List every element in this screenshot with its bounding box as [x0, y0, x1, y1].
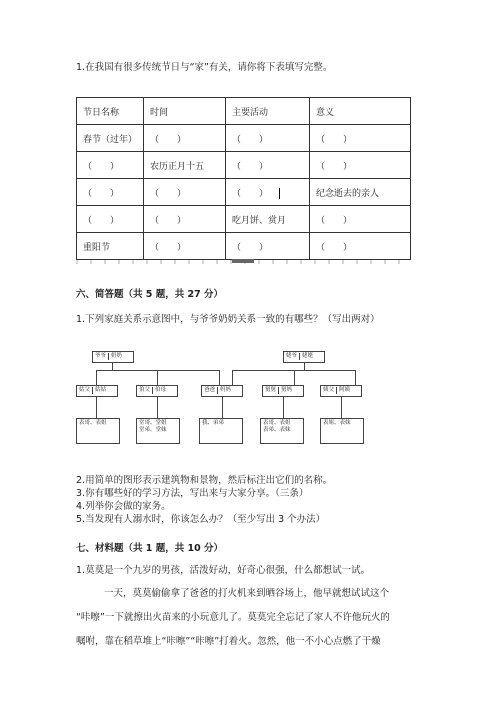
passage-line: “咔嚓”一下就擦出火苗来的小玩意儿了。莫莫完全忘记了家人不许他玩火的: [76, 612, 390, 623]
section-title-short-answer: 六、简答题（共 5 题，共 27 分）: [76, 289, 224, 300]
table-cell: 吃月饼、赏月: [226, 206, 310, 233]
node-grandparents-maternal: 姥爷 姥姥: [283, 351, 325, 363]
question-text: 2.用简单的图形表示建筑物和景物，然后标注出它们的名称。: [76, 475, 333, 486]
header-festival-name: 节日名称: [77, 98, 144, 125]
table-cell: 纪念逝去的亲人: [310, 179, 411, 206]
connector-line: [232, 370, 233, 385]
festival-table: [76, 97, 411, 260]
node-children: 表哥、表姐 表弟、表妹: [260, 418, 304, 444]
connector-line: [341, 397, 342, 418]
scan-artifact: [232, 259, 254, 263]
header-meaning: 意义: [310, 98, 411, 125]
connector-line: [157, 370, 158, 385]
header-activity: 主要活动: [226, 98, 310, 125]
passage-line: 一天，莫莫偷偷拿了爸爸的打火机来到晒谷场上，他早就想试试这个: [104, 588, 390, 599]
question-text: 4.列举你会做的家务。: [76, 501, 171, 512]
answer-blank[interactable]: （ ）: [310, 152, 411, 179]
node-children: 堂哥、堂姐 堂弟、堂妹: [136, 418, 180, 444]
table-row: [77, 206, 411, 233]
answer-blank[interactable]: （ ）: [144, 233, 226, 260]
question-text: 1.下列家庭关系示意图中，与爷爷奶奶关系一致的有哪些？（写出两对）: [76, 314, 380, 325]
connector-line: [96, 370, 97, 385]
connector-line: [157, 397, 158, 418]
question-text: 5.当发现有人溺水时，你该怎么办？（至少写出 3 个办法）: [76, 514, 326, 525]
table-row: [77, 152, 411, 179]
header-time: 时间: [144, 98, 226, 125]
table-row: [77, 125, 411, 152]
node-children: 表哥、表姐: [76, 418, 120, 444]
connector-line: [304, 363, 305, 370]
table-cell: 重阳节: [77, 233, 144, 260]
answer-blank[interactable]: （ ）: [226, 179, 310, 206]
node-children: 我、弟弟: [199, 418, 243, 444]
answer-blank[interactable]: （ ）: [310, 233, 411, 260]
answer-blank[interactable]: （ ）: [144, 179, 226, 206]
answer-blank[interactable]: （ ）: [310, 125, 411, 152]
section-title-material: 七、材料题（共 1 题，共 10 分）: [76, 543, 224, 554]
answer-blank[interactable]: （ ）: [144, 125, 226, 152]
answer-blank[interactable]: （ ）: [77, 179, 144, 206]
connector-line: [112, 363, 113, 370]
answer-blank[interactable]: （ ）: [226, 233, 310, 260]
question-text: 3.你有哪些好的学习方法，写出来与大家分享。（三条）: [76, 488, 309, 499]
node-parents-couple: 爸爸 妈妈: [201, 385, 243, 397]
passage-line: 嘱咐，靠在稻草堆上“咔嚓”“咔嚓”打着火。忽然，他一不小心点燃了干燥: [76, 636, 381, 647]
connector-line: [294, 370, 295, 385]
connector-line: [219, 370, 220, 385]
table-cell: 农历正月十五: [144, 152, 226, 179]
question-text: 1.莫莫是一个九岁的男孩，活泼好动，好奇心很强，什么都想试一试。: [76, 565, 371, 576]
connector-line: [96, 370, 220, 371]
answer-blank[interactable]: （ ）: [226, 125, 310, 152]
connector-line: [222, 397, 223, 418]
connector-line: [283, 397, 284, 418]
answer-blank[interactable]: （ ）: [226, 152, 310, 179]
table-row: [77, 179, 411, 206]
text-cursor-icon: [279, 188, 280, 199]
table-cell: 春节（过年）: [77, 125, 144, 152]
node-grandparents-paternal: 爷爷 奶奶: [92, 351, 134, 363]
connector-line: [355, 370, 356, 385]
answer-blank[interactable]: （ ）: [310, 206, 411, 233]
answer-blank[interactable]: （ ）: [77, 206, 144, 233]
connector-line: [96, 397, 97, 418]
answer-blank[interactable]: （ ）: [144, 206, 226, 233]
question-festival-prompt: 1.在我国有很多传统节日与“家”有关，请你将下表填写完整。: [76, 62, 333, 73]
table-row: [77, 233, 411, 260]
node-parents-couple: 伯父 伯母: [136, 385, 178, 397]
node-parents-couple: 舅舅 舅妈: [262, 385, 304, 397]
table-header-row: [77, 98, 411, 125]
answer-blank[interactable]: （ ）: [77, 152, 144, 179]
node-parents-couple: 姨父 阿姨: [320, 385, 362, 397]
node-parents-couple: 姑父 姑姑: [76, 385, 118, 397]
node-children: 表姐、表妹: [320, 418, 364, 444]
